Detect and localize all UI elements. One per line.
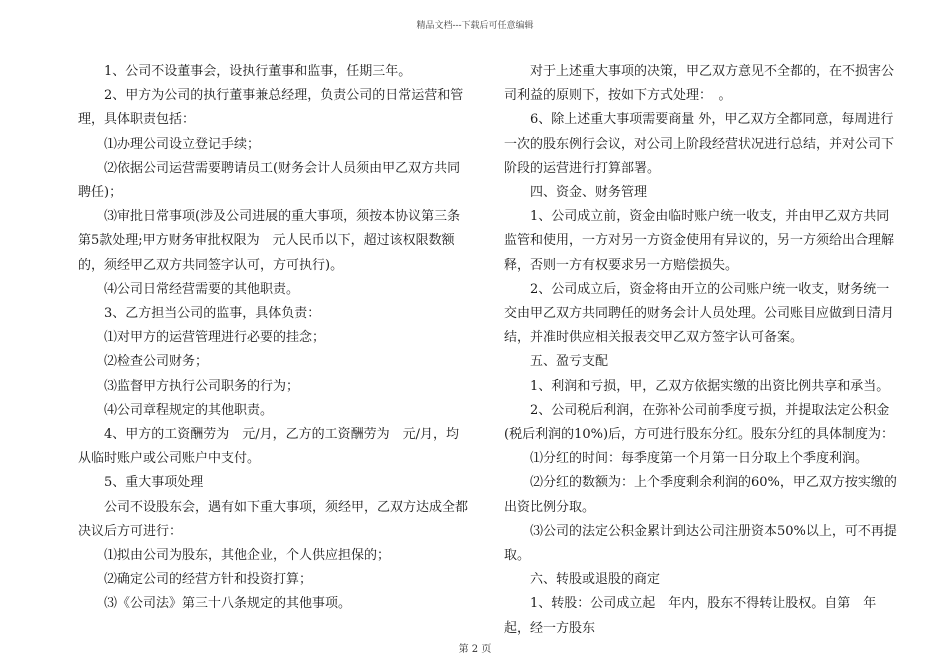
- paragraph: ⑴办理公司设立登记手续；: [104, 136, 261, 152]
- paragraph: 公司不设股东会，遇有如下重大事项，须经甲，乙双方达成全都决议后方可进行：: [78, 499, 469, 539]
- paragraph: 3、乙方担当公司的监事，具体负责：: [104, 306, 321, 322]
- paragraph: ⑵确定公司的经营方针和投资打算；: [104, 572, 313, 588]
- paragraph: ⑶《公司法》第三十八条规定的其他事项。: [104, 596, 352, 612]
- page-number: 第 2 页: [458, 644, 492, 655]
- paragraph: 6、除上述重大事项需要商量 外，甲乙双方全都同意，每周进行一次的股东例行会议，对公司上阶段经营状况进行总结，并对公司下阶段的运营进行打算部署。: [504, 112, 895, 176]
- paragraph: ⑶监督甲方执行公司职务的行为；: [104, 378, 300, 394]
- section-heading: 五、盈亏支配: [530, 354, 609, 370]
- paragraph: ⑷公司章程规定的其他职责。: [104, 402, 274, 418]
- section-heading: 四、资金、财务管理: [530, 185, 648, 201]
- paragraph: 1、公司不设董事会，设执行董事和监事，任期三年。: [104, 64, 412, 79]
- paragraph: 1、利润和亏损，甲，乙双方依据实缴的出资比例共享和承当。: [530, 378, 890, 394]
- section-heading: 六、转股或退股的商定: [530, 572, 661, 588]
- section-heading: 5、重大事项处理: [104, 475, 204, 491]
- page-header: 精品文档---下载后可任意编辑: [416, 21, 534, 31]
- paragraph: ⑵依据公司运营需要聘请员工(财务会计人员须由甲乙双方共同聘任)；: [78, 160, 461, 201]
- paragraph: ⑴分红的时间：每季度第一个月第一日分取上个季度利润。: [530, 451, 869, 467]
- paragraph: ⑵分红的数额为：上个季度剩余利润的60%，甲乙双方按实缴的出资比例分取。: [504, 475, 897, 515]
- paragraph: ⑶公司的法定公积金累计到达公司注册资本50%以上，可不再提取。: [504, 523, 897, 564]
- paragraph: 4、甲方的工资酬劳为 元/月，乙方的工资酬劳为 元/月，均从临时账户或公司账户中支付。: [78, 427, 460, 467]
- paragraph: 对于上述重大事项的决策，甲乙双方意见不全都的，在不损害公司利益的原则下，按如下方式处理： 。: [504, 64, 895, 104]
- paragraph: ⑴对甲方的运营管理进行必要的挂念；: [104, 330, 326, 346]
- paragraph: 2、公司税后利润，在弥补公司前季度亏损，并提取法定公积金(税后利润的10%)后，方可进行股东分红。股东分红的具体制度为：: [504, 402, 895, 443]
- paragraph: ⑵检查公司财务；: [104, 354, 209, 370]
- paragraph: 2、公司成立后，资金将由开立的公司账户统一收支，财务统一交由甲乙双方共同聘任的财务会计人员处理。公司账目应做到日清月结，并准时供应相关报表交甲乙双方签字认可备案。: [504, 281, 895, 346]
- paragraph: ⑶审批日常事项(涉及公司进展的重大事项，须按本协议第三条第5款处理;甲方财务审批权限为 元人民币以下，超过该权限数额的，须经甲乙双方共同签字认可，方可执行)。: [78, 209, 461, 273]
- paragraph: ⑷公司日常经营需要的其他职责。: [104, 281, 300, 297]
- paragraph: 1、公司成立前，资金由临时账户统一收支，并由甲乙双方共同监管和使用，一方对另一方资金使用有异议的，另一方须给出合理解释，否则一方有权要求另一方赔偿损失。: [504, 209, 895, 273]
- paragraph: ⑴拟由公司为股东，其他企业，个人供应担保的；: [104, 548, 391, 564]
- paragraph: 2、甲方为公司的执行董事兼总经理，负责公司的日常运营和管理，具体职责包括：: [78, 88, 464, 128]
- right-column: [504, 60, 899, 641]
- paragraph: 1、转股：公司成立起 年内，股东不得转让股权。自第 年起，经一方股东: [504, 596, 877, 636]
- left-column: [78, 60, 470, 617]
